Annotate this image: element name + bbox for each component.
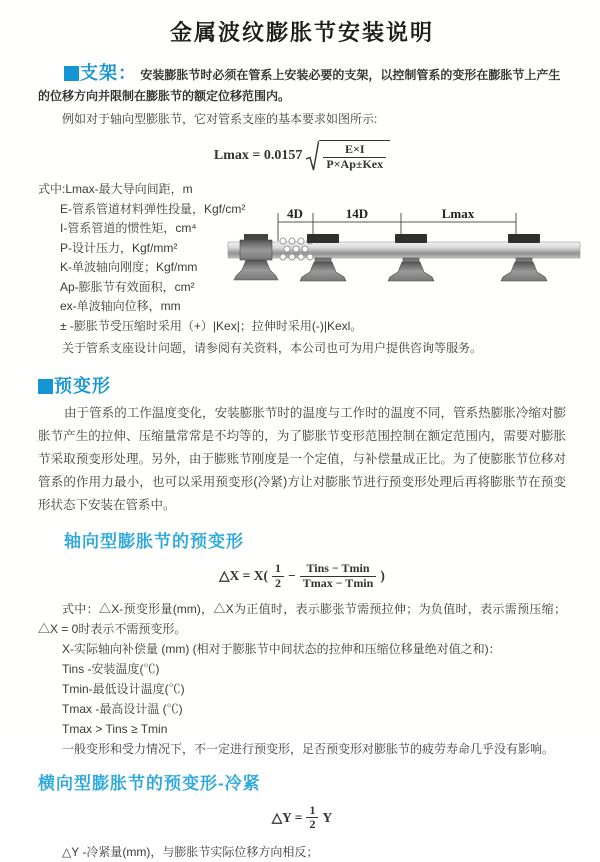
definition-line: E-管系管道材料弹性投量，Kgf/cm² [60, 201, 246, 216]
axial-fraction-half: $\frac{1}{2}$ [272, 562, 284, 591]
axial-note-line: 式中：△X-预变形量(mm)，△X为正值时，表示膨张节需预拉伸；为负值时，表示需预压缩；△X = 0时表示不需预变形。 [38, 601, 566, 636]
axial-formula [38, 562, 566, 591]
support-note-line: 关于管系支座设计问题，请参阅有关资料，本公司也可为用户提供咨询等服务。 [62, 341, 483, 355]
section-preset-heading: 预变形 [54, 376, 111, 396]
definition-line: 式中:Lmax-最大导向间距，m [38, 182, 193, 196]
dim-label-14d: 14D [345, 206, 369, 221]
axial-formula-lhs: △X = X( [219, 568, 268, 584]
lateral-formula-lhs: △Y = [271, 809, 303, 825]
blue-square-bullet-icon [38, 379, 53, 394]
definition-line: ± -膨胀节受压缩时采用（+）|Kex|；拉伸时采用(-)|Kexl。 [60, 318, 363, 333]
lateral-subheading: 横向型膨胀节的预变形-冷紧 [38, 773, 261, 793]
lateral-formula [38, 804, 566, 833]
lmax-formula [38, 140, 566, 172]
axial-fraction-temp: $\frac{\text{Tins − Tmin}}{Tmax - Tmin}$ [300, 562, 377, 591]
definition-line: P-设计压力，Kgf/mm² [60, 240, 178, 255]
dim-label-lmax: Lmax [441, 206, 475, 221]
lmax-fraction [323, 143, 386, 172]
lateral-formula-rhs: Y [322, 809, 333, 825]
page-title: 金属波纹膨胀节安装说明 [169, 20, 434, 45]
axial-subheading: 轴向型膨胀节的预变形 [64, 532, 244, 551]
support-example-line: 例如对于轴向型膨胀节，它对管系支座的基本要求如图所示: [62, 112, 378, 126]
axial-note-line: Tmin-最低设计温度(℃) [62, 681, 185, 696]
axial-formula-rhs: ) [380, 568, 385, 584]
definition-line: ex-单波轴向位移，mm [60, 299, 181, 313]
definitions-and-diagram [38, 180, 566, 358]
axial-note-line: Tmax > Tins ≥ Tmin [62, 721, 168, 736]
radical-sign-icon [306, 140, 319, 172]
lateral-note-line: △Y -冷紧量(mm)，与膨胀节实际位移方向相反； [62, 845, 319, 860]
blue-square-bullet-icon [64, 66, 79, 81]
section-support-heading: 支架： [80, 63, 137, 83]
lmax-formula-lhs: Lmax = 0.0157 [213, 148, 303, 163]
pipe-support-diagram [226, 206, 582, 302]
anchor-support [234, 234, 278, 280]
fraction-denominator: P×Ap±Kex [326, 156, 384, 171]
axial-notes [38, 599, 566, 759]
axial-note-line: 一般变形和受力情况下，不一定进行预变形，足否预变形对膨胀节的疲劳寿命几乎没有影响。 [62, 741, 555, 756]
axial-note-line: Tmax -最高设计温 (℃) [62, 701, 183, 716]
support-intro-text: 安装膨胀节时必须在管系上安装必要的支架，以控制管系的变形在膨胀节上产生的位移方向并限制在膨胀节的额定位移范围内。 [38, 68, 561, 103]
dim-label-4d: 4D [287, 206, 303, 221]
fraction-numerator: E×I [323, 143, 386, 158]
section-preset [38, 372, 566, 517]
definition-line: Ap-膨胀节有效面积，cm² [60, 279, 195, 294]
sqrt-expression [306, 140, 390, 172]
lateral-fraction-half: $\frac{1}{2}$ [306, 804, 318, 833]
preset-paragraph: 由于管系的工作温度变化，安装膨胀节时的温度与工作时的温度不同，管系热膨胀冷缩对膨胀节产生的拉伸、压缩量常常是不均等的，为了膨胀节变形范围控制在额定范围内，需要对膨胀节采取预变形处理。另外，由于膨账节刚度是一个定值，与补偿量成正比。为了使膨胀节位移对管系的作用力最小，也可以采用预变形(冷紧)方让对膨胀节进行预变形处理后再将膨胀节在预变形状态下安装在管系中。 [38, 406, 566, 512]
axial-note-line: X-实际轴向补偿量 (mm) (相对于膨胀节中间状态的拉伸和压缩位移量绝对值之和)： [62, 641, 501, 656]
definition-line: K-单波轴向刚度；Kgf/mm [60, 260, 198, 274]
definition-line: I-管系管道的惯性矩，cm⁴ [60, 221, 197, 235]
support-intro-paragraph [38, 63, 566, 107]
axial-note-line: Tins -安装温度(℃) [62, 661, 160, 676]
minus-sign: − [287, 568, 296, 584]
